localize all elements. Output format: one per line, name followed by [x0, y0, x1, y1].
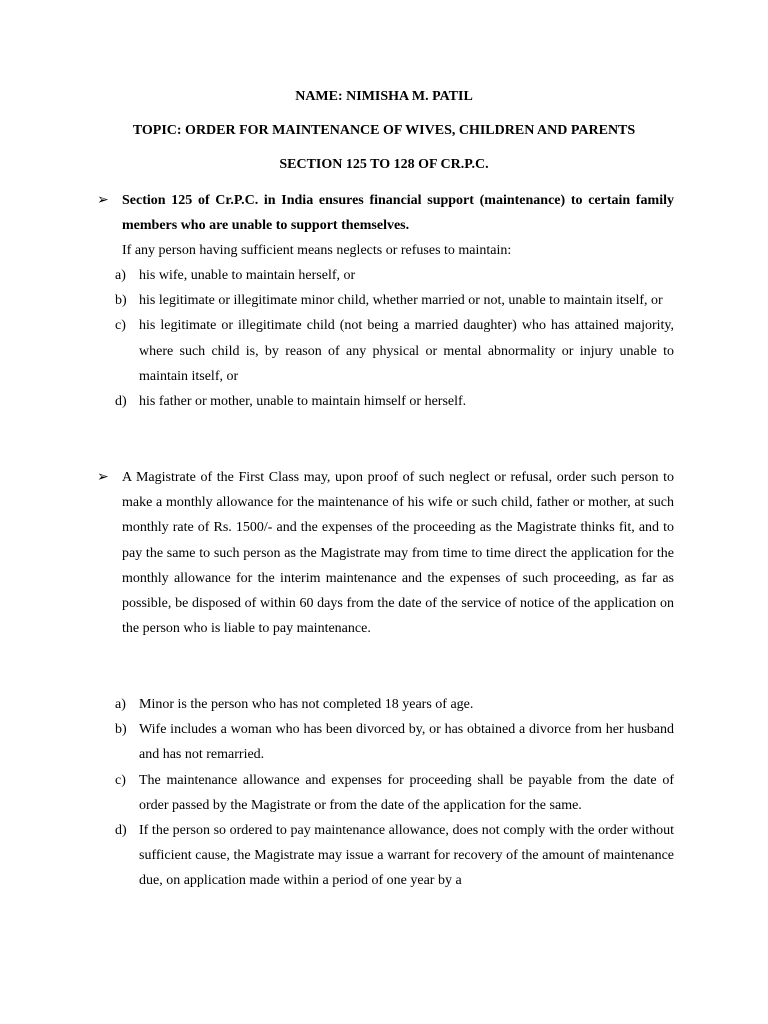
arrow-bullet-icon: ➢ [97, 470, 109, 485]
list-item-text: his father or mother, unable to maintain himself or herself. [139, 394, 467, 410]
list-item [0, 692, 768, 717]
list-item-text: The maintenance allowance and expenses for proceeding shall be payable from the date of order passed by the Magistrate or from the date of the application for the same. [139, 772, 674, 813]
list-item [0, 263, 768, 288]
list-item-text: If the person so ordered to pay maintenance allowance, does not comply with the order without sufficient cause, the Magistrate may issue a warrant for recovery of the amount of maintenance due, on application made within a period of one year by a [139, 823, 674, 889]
list-item [0, 288, 768, 313]
author-name-heading: NAME: NIMISHA M. PATIL [295, 89, 473, 104]
list-item [0, 717, 768, 767]
arrow-bullet-icon: ➢ [97, 193, 109, 208]
list-item-text: his legitimate or illegitimate child (not being a married daughter) who has attained majority, where such child is, by reason of any physical or mental abnormality or injury unable to maintain itself, or [139, 318, 674, 384]
list-item-text: Wife includes a woman who has been divorced by, or has obtained a divorce from her husband and has not remarried. [139, 722, 674, 763]
list-marker: c) [115, 318, 126, 334]
list-marker: d) [115, 394, 127, 410]
list-item [0, 768, 768, 818]
list-item [0, 818, 768, 894]
section-heading: SECTION 125 TO 128 OF CR.P.C. [279, 157, 489, 172]
list-marker: d) [115, 823, 127, 839]
list-item [0, 313, 768, 389]
list-marker: b) [115, 293, 127, 309]
list-marker: c) [115, 772, 126, 788]
list-item [0, 389, 768, 414]
bullet-1-intro: If any person having sufficient means neglects or refuses to maintain: [122, 243, 512, 258]
topic-heading: TOPIC: ORDER FOR MAINTENANCE OF WIVES, CHILDREN AND PARENTS [132, 123, 636, 138]
list-item-text: his legitimate or illegitimate minor child, whether married or not, unable to maintain itself, or [139, 293, 663, 309]
list-marker: b) [115, 722, 127, 738]
definitions-list [0, 692, 768, 894]
list-item-text: his wife, unable to maintain herself, or [139, 268, 356, 283]
list-item-text: Minor is the person who has not completed 18 years of age. [139, 697, 474, 712]
maintenance-persons-list [0, 263, 768, 414]
bullet-1-summary: Section 125 of Cr.P.C. in India ensures financial support (maintenance) to certain family members who are unable to support themselves. [122, 193, 674, 234]
list-marker: a) [115, 268, 126, 283]
bullet-2-paragraph: A Magistrate of the First Class may, upon proof of such neglect or refusal, order such person to make a monthly allowance for the maintenance of his wife or such child, father or mother, at such monthly rate of Rs. 1500/- and the expenses of the proceeding as the Magistrate thinks fit, and to pay the same to such person as the Magistrate may from time to time direct the application for the monthly allowance for the interim maintenance and the expenses of such proceeding, as far as possible, be disposed of within 60 days from the date of the service of notice of the application on the person who is liable to pay maintenance. [122, 470, 674, 637]
list-marker: a) [115, 697, 126, 712]
